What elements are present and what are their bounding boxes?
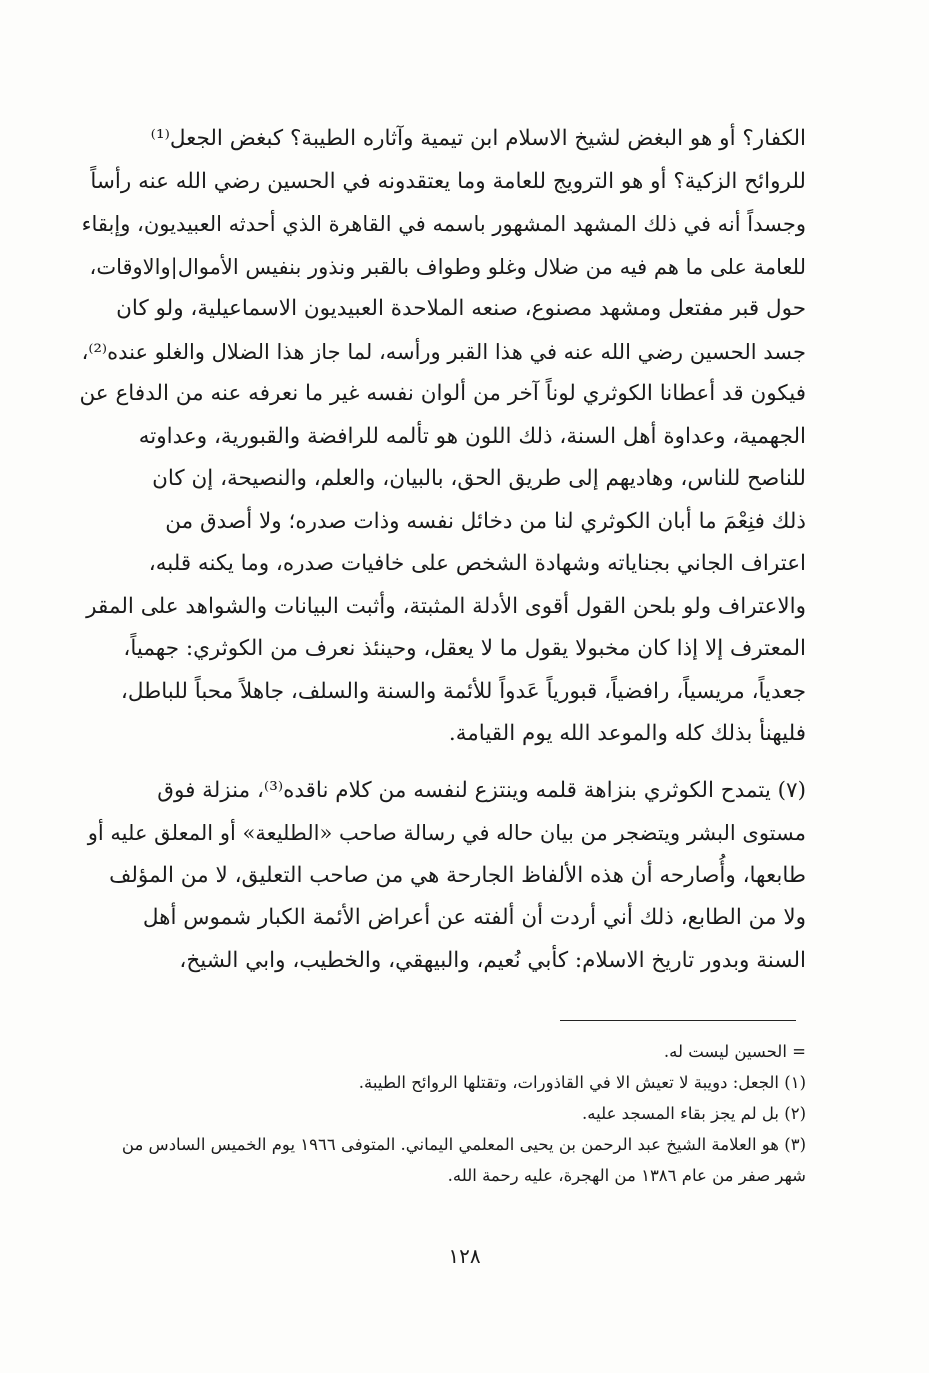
text-line: فليهنأ بذلك كله والموعد الله يوم القيامة. [448, 721, 806, 746]
section-7-line: ولا من الطابع، ذلك أني أردت أن ألفته عن أعراض الأئمة الكبار شموس أهل [142, 905, 806, 930]
footnote-divider [560, 1020, 796, 1021]
section-7-line: مستوى البشر ويتضجر من بيان حاله في رسالة صاحب «الطليعة» أو المعلق عليه أو [87, 821, 806, 845]
text-line: وجسداً أنه في ذلك المشهد المشهور باسمه في القاهرة الذي أحدثه العبيديون، وإبقاء [81, 212, 806, 236]
footnote-line: (١) الجعل: دويبة لا تعيش الا في القاذورات، وتقتلها الروائح الطيبة. [358, 1073, 806, 1092]
footnotes [76, 1036, 806, 1191]
footnote-line: (٣) هو العلامة الشيخ عبد الرحمن بن يحيى المعلمي اليماني. المتوفى ١٩٦٦ يوم الخميس السادس من [121, 1135, 806, 1154]
footnote-line: شهر صفر من عام ١٣٨٦ من الهجرة، عليه رحمة الله. [447, 1166, 806, 1185]
text-line: للعامة على ما هم فيه من ضلال وغلو وطواف بالقبر ونذور بنفيس الأموال|والاوقات، [89, 254, 806, 279]
text-line: للناصح للناس، وهاديهم إلى طريق الحق، بالبيان، والعلم، والنصيحة، إن كان [152, 466, 806, 491]
footnote-line: (٢) بل لم يجز بقاء المسجد عليه. [582, 1104, 806, 1123]
section-7-line: طابعها، وأُصارحه أن هذه الألفاظ الجارحة هي من صاحب التعليق، لا من المؤلف [109, 862, 806, 888]
section-7-line: السنة وبدور تاريخ الاسلام: كأبي نُعيم، والبيهقي، والخطيب، وابي الشيخ، [179, 947, 806, 973]
paragraph-gap [76, 756, 806, 770]
text-line: الكفار؟ أو هو البغض لشيخ الاسلام ابن تيمية وآثاره الطيبة؟ كبغض الجعل⁽¹⁾ [150, 126, 806, 151]
footnote-line: = الحسين ليست له. [663, 1042, 806, 1061]
text-line: المعترف إلا إذا كان مخبولا يقول ما لا يعقل، وحينئذ نعرف من الكوثري: جهمياً، [123, 636, 806, 661]
text-line: فيكون قد أعطانا الكوثري لوناً آخر من ألوان نفسه غير ما نعرفه عنه من الدفاع عن [79, 381, 806, 406]
text-line: جعدياً، مريسياً، رافضياً، قبورياً عَدواً للأئمة والسنة والسلف، جاهلاً محباً للباطل، [120, 678, 806, 704]
text-line: والاعتراف ولو بلحن القول أقوى الأدلة المثبتة، وأثبت البيانات والشواهد على المقر [86, 593, 806, 619]
text-line: الجهمية، وعداوة أهل السنة، ذلك اللون هو تألمه للرافضة والقبورية، وعداوته [138, 423, 806, 449]
main-text [76, 118, 806, 982]
page-number: ١٢٨ [448, 1244, 481, 1268]
text-line: اعتراف الجاني بجناياته وشهادة الشخص على خافيات صدره، وما يكنه قلبه، [148, 551, 806, 576]
text-line: جسد الحسين رضي الله عنه في هذا القبر ورأسه، لما جاز هذا الضلال والغلو عنده⁽²⁾، [81, 339, 806, 364]
section-7-line: (٧) يتمدح الكوثري بنزاهة قلمه وينتزع لنفسه من كلام ناقده⁽³⁾، منزلة فوق [157, 777, 806, 803]
text-line: للروائح الزكية؟ أو هو الترويج للعامة وما يعتقدونه في الحسين رضي الله عنه رأساً [90, 168, 806, 194]
text-line: ذلك فنِعْمَ ما أبان الكوثري لنا من دخائل نفسه وذات صدره؛ ولا أصدق من [165, 508, 806, 534]
text-line: حول قبر مفتعل ومشهد مصنوع، صنعه الملاحدة العبيديون الاسماعيلية، ولو كان [116, 296, 806, 321]
